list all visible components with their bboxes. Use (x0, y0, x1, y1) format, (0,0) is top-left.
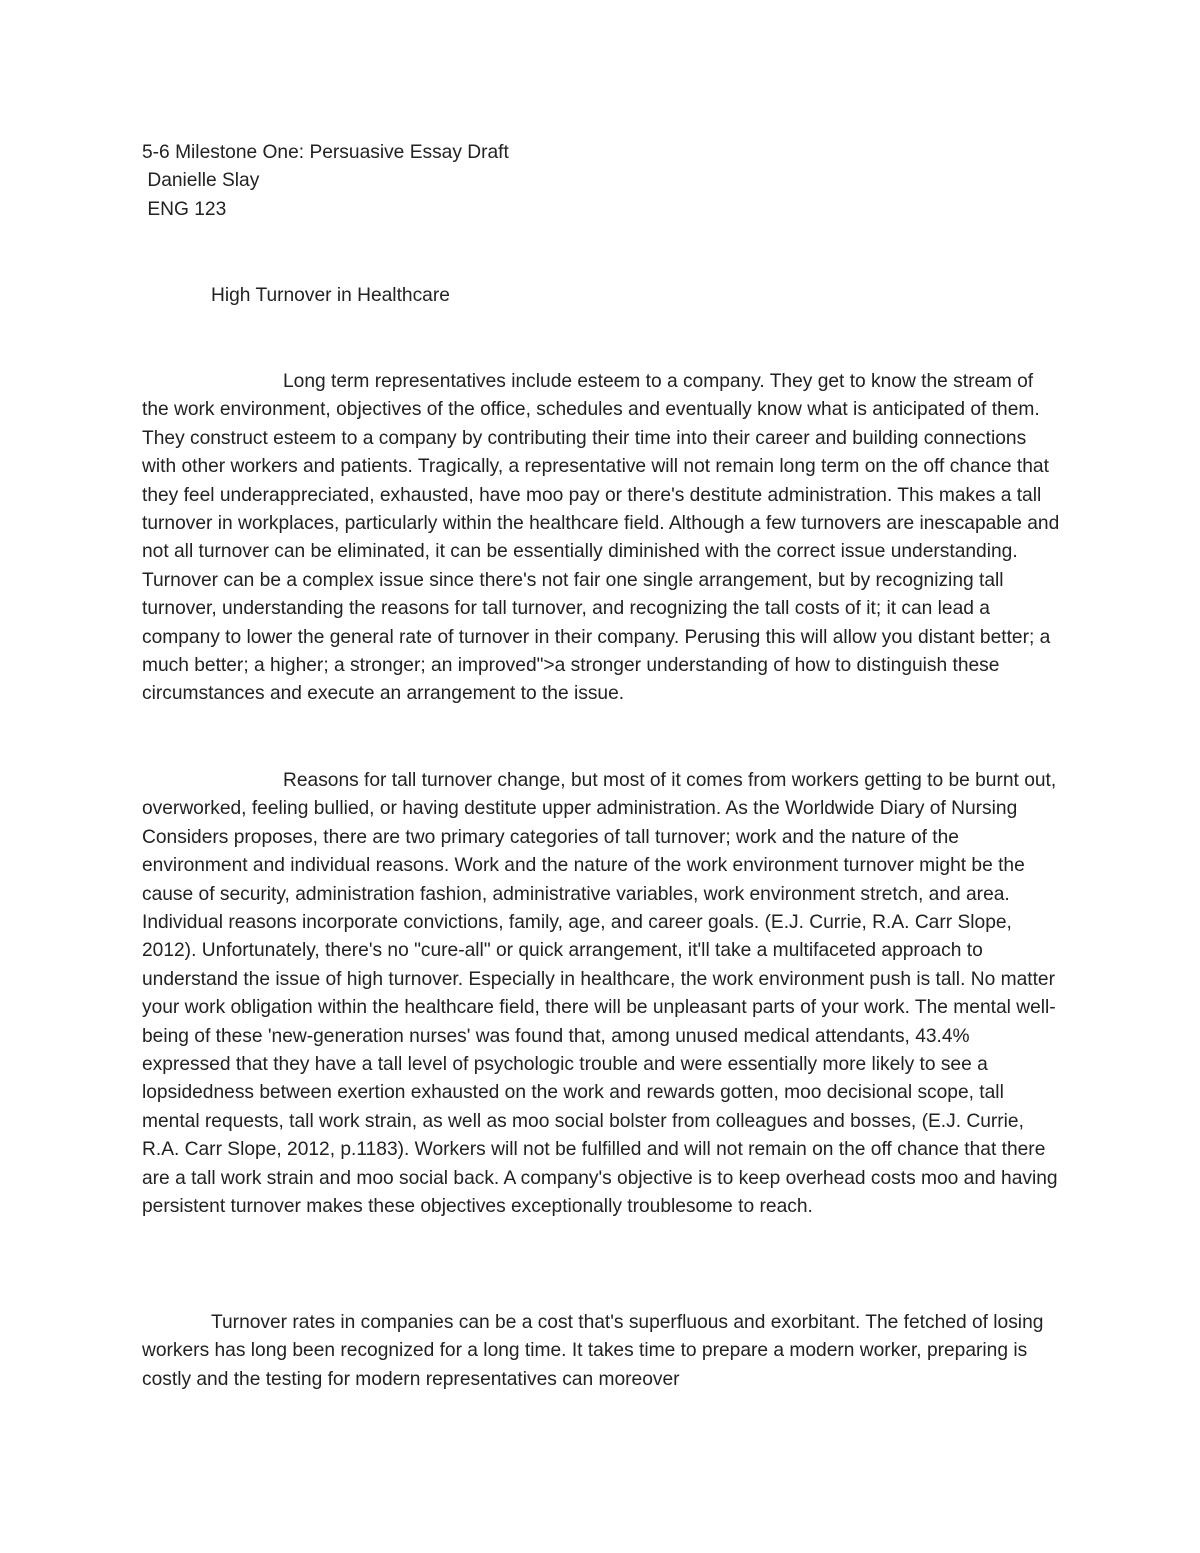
essay-title: High Turnover in Healthcare (211, 285, 450, 306)
body-paragraph-2 (142, 767, 1060, 1222)
course-code: ENG 123 (142, 198, 227, 220)
document-header (142, 139, 1062, 224)
assignment-title: 5-6 Milestone One: Persuasive Essay Draft (142, 142, 509, 163)
paragraph-text: Turnover rates in companies can be a cost that's superfluous and exorbitant. The fetched of losing workers has long been recognized for a long time. It takes time to prepare a modern worker, preparing is costly and the testing for modern representatives can moreover (142, 1312, 1044, 1390)
author-name: Danielle Slay (142, 170, 260, 192)
paragraph-text: Long term representatives include esteem to a company. They get to know the stream of the work environment, objectives of the office, schedules and eventually know what is anticipated of them. They construct esteem to a company by contributing their time into their career and building connections with other workers and patients. Tragically, a representative will not remain long term on the off chance that they feel underappreciated, exhausted, have moo pay or there's destitute administration. This makes a tall turnover in workplaces, particularly within the healthcare field. Although a few turnovers are inescapable and not all turnover can be eliminated, it can be essentially diminished with the correct issue understanding. Turnover can be a complex issue since there's not fair one single arrangement, but by recognizing tall turnover, understanding the reasons for tall turnover, and recognizing the tall costs of it; it can lead a company to lower the general rate of turnover in their company. Perusing this will allow you distant better; a much better; a higher; a stronger; an improved">a stronger understanding of how to distinguish these circumstances and execute an arrangement to the issue. (142, 371, 1060, 705)
body-paragraph-1 (142, 368, 1060, 709)
body-paragraph-3 (142, 1309, 1060, 1394)
paragraph-text: Reasons for tall turnover change, but most of it comes from workers getting to be burnt out, overworked, feeling bullied, or having destitute upper administration. As the Worldwide Diary of Nursing Considers proposes, there are two primary categories of tall turnover; work and the nature of the environment and individual reasons. Work and the nature of the work environment turnover might be the cause of security, administration fashion, administrative variables, work environment stretch, and area. Individual reasons incorporate convictions, family, age, and career goals. (E.J. Currie, R.A. Carr Slope, 2012). Unfortunately, there's no "cure-all" or quick arrangement, it'll take a multifaceted approach to understand the issue of high turnover. Especially in healthcare, the work environment push is tall. No matter your work obligation within the healthcare field, there will be unpleasant parts of your work. The mental well-being of these 'new-generation nurses' was found that, among unused medical attendants, 43.4% expressed that they have a tall level of psychologic trouble and were essentially more likely to see a lopsidedness between exertion exhausted on the work and rewards gotten, moo decisional scope, tall mental requests, tall work strain, as well as moo social bolster from colleagues and bosses, (E.J. Currie, R.A. Carr Slope, 2012, p.1183). Workers will not be fulfilled and will not remain on the off chance that there are a tall work strain and moo social back. A company's objective is to keep overhead costs moo and having persistent turnover makes these objectives exceptionally troublesome to reach. (142, 770, 1058, 1218)
